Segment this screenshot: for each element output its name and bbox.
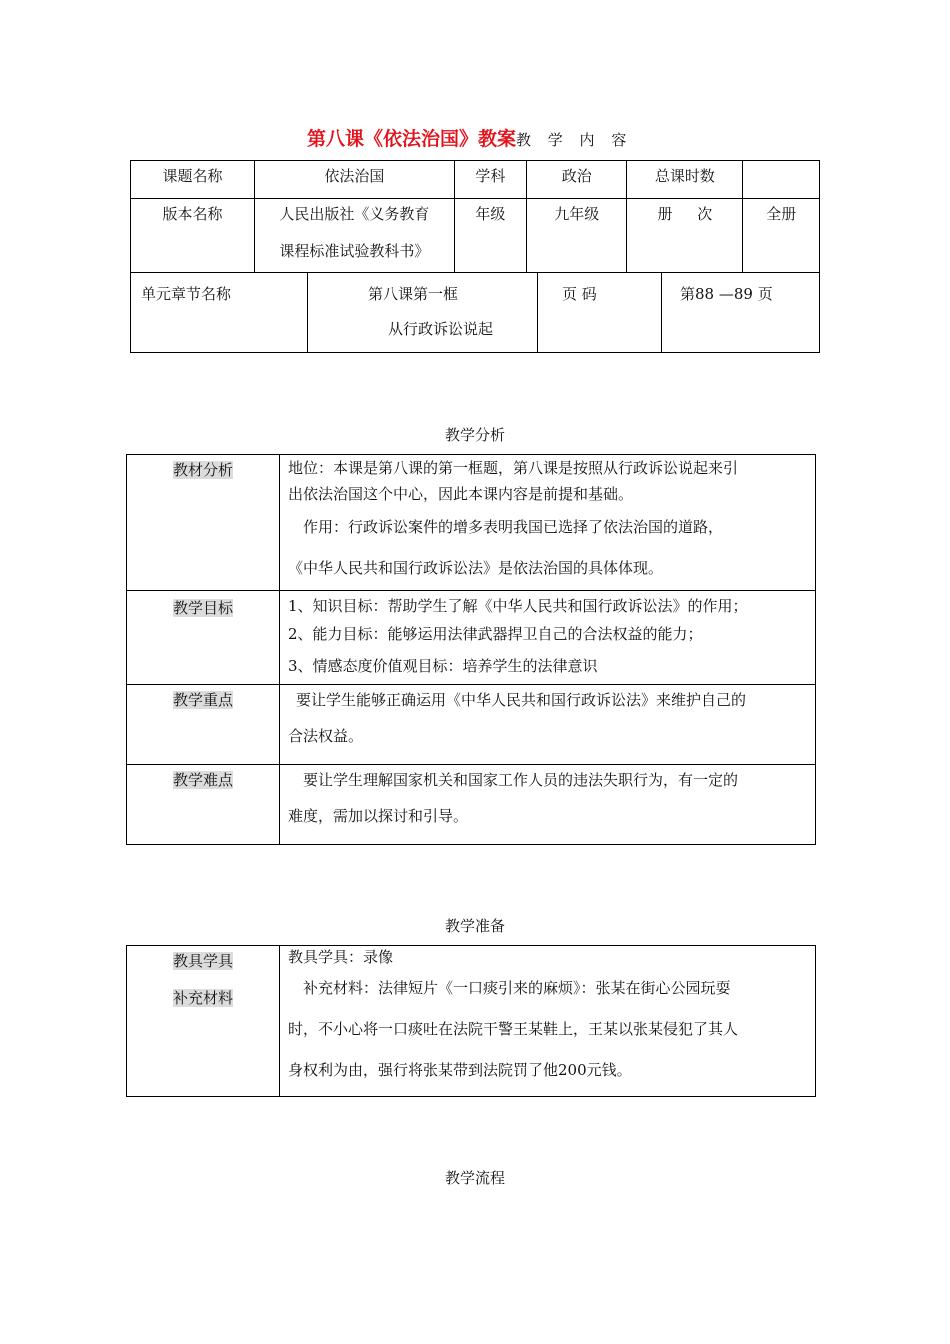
- label-page: 页 码: [538, 273, 662, 353]
- label-total-hours: 总课时数: [627, 161, 743, 199]
- label-volume: 册 次: [627, 199, 743, 273]
- analysis-label-3: 教学重点: [127, 685, 280, 765]
- unit-line-2: 从行政诉讼说起: [388, 320, 494, 338]
- info-table-top: [130, 160, 820, 273]
- analysis-1-line-3: 作用：行政诉讼案件的增多表明我国已选择了依法治国的道路，: [303, 518, 724, 536]
- preparation-content: [280, 946, 816, 1097]
- value-volume: 全册: [743, 199, 820, 273]
- analysis-4-line-2: 难度，需加以探讨和引导。: [288, 807, 469, 825]
- preparation-line-3: 时，不小心将一口痰吐在法院干警王某鞋上，王某以张某侵犯了其人: [288, 1020, 739, 1038]
- analysis-3-line-1: 要让学生能够正确运用《中华人民共和国行政诉讼法》来维护自己的: [296, 691, 747, 709]
- label-edition: 版本名称: [131, 199, 255, 273]
- title-main: 第八课《依法治国》教案: [307, 128, 517, 150]
- analysis-2-line-1: 1、知识目标：帮助学生了解《中华人民共和国行政诉讼法》的作用；: [288, 597, 748, 615]
- section-process-title: 教学流程: [444, 1169, 505, 1187]
- section-preparation-title: 教学准备: [444, 917, 505, 935]
- label-unit-chapter: 单元章节名称: [131, 273, 308, 353]
- analysis-label-1: 教材分析: [127, 455, 280, 591]
- analysis-3-line-2: 合法权益。: [288, 727, 364, 745]
- title-sub: 教 学 内 容: [516, 131, 633, 149]
- preparation-label-2: 补充材料: [172, 989, 233, 1007]
- value-grade: 九年级: [527, 199, 627, 273]
- analysis-2-line-3: 3、情感态度价值观目标：培养学生的法律意识: [288, 657, 598, 675]
- info-table-bottom: [130, 272, 820, 353]
- value-total-hours: [743, 161, 820, 199]
- preparation-line-2: 补充材料：法律短片《一口痰引来的麻烦》：张某在街心公园玩耍: [303, 979, 731, 997]
- label-subject: 学科: [454, 161, 527, 199]
- value-unit-chapter: [308, 273, 538, 353]
- analysis-content-3: [280, 685, 816, 765]
- preparation-line-1: 教具学具：录像: [288, 948, 394, 966]
- page-title: [307, 124, 632, 151]
- analysis-content-1: [280, 455, 816, 591]
- analysis-1-line-2: 出依法治国这个中心，因此本课内容是前提和基础。: [288, 485, 634, 503]
- analysis-1-line-4: 《中华人民共和国行政诉讼法》是依法治国的具体体现。: [288, 559, 664, 577]
- analysis-2-line-2: 2、能力目标：能够运用法律武器捍卫自己的合法权益的能力；: [288, 625, 703, 643]
- value-page: 第88 —89 页: [662, 273, 820, 353]
- preparation-line-4: 身权利为由，强行将张某带到法院罚了他200元钱。: [288, 1061, 632, 1079]
- unit-line-1: 第八课第一框: [368, 285, 459, 303]
- value-edition: [255, 199, 455, 273]
- analysis-4-line-1: 要让学生理解国家机关和国家工作人员的违法失职行为，有一定的: [303, 771, 739, 789]
- preparation-table: [126, 945, 816, 1097]
- analysis-label-4: 教学难点: [127, 765, 280, 845]
- preparation-labels: [127, 946, 280, 1097]
- analysis-label-2: 教学目标: [127, 591, 280, 685]
- edition-line-2: 课程标准试验教科书》: [279, 242, 430, 260]
- section-analysis-title: 教学分析: [444, 426, 505, 444]
- analysis-1-line-1: 地位：本课是第八课的第一框题，第八课是按照从行政诉讼说起来引: [288, 459, 739, 477]
- value-subject: 政治: [527, 161, 627, 199]
- preparation-label-1: 教具学具: [172, 952, 233, 970]
- value-course-name: 依法治国: [255, 161, 455, 199]
- analysis-content-2: [280, 591, 816, 685]
- analysis-content-4: [280, 765, 816, 845]
- analysis-table: [126, 454, 816, 845]
- edition-line-1: 人民出版社《义务教育: [279, 205, 430, 223]
- label-grade: 年级: [454, 199, 527, 273]
- label-course-name: 课题名称: [131, 161, 255, 199]
